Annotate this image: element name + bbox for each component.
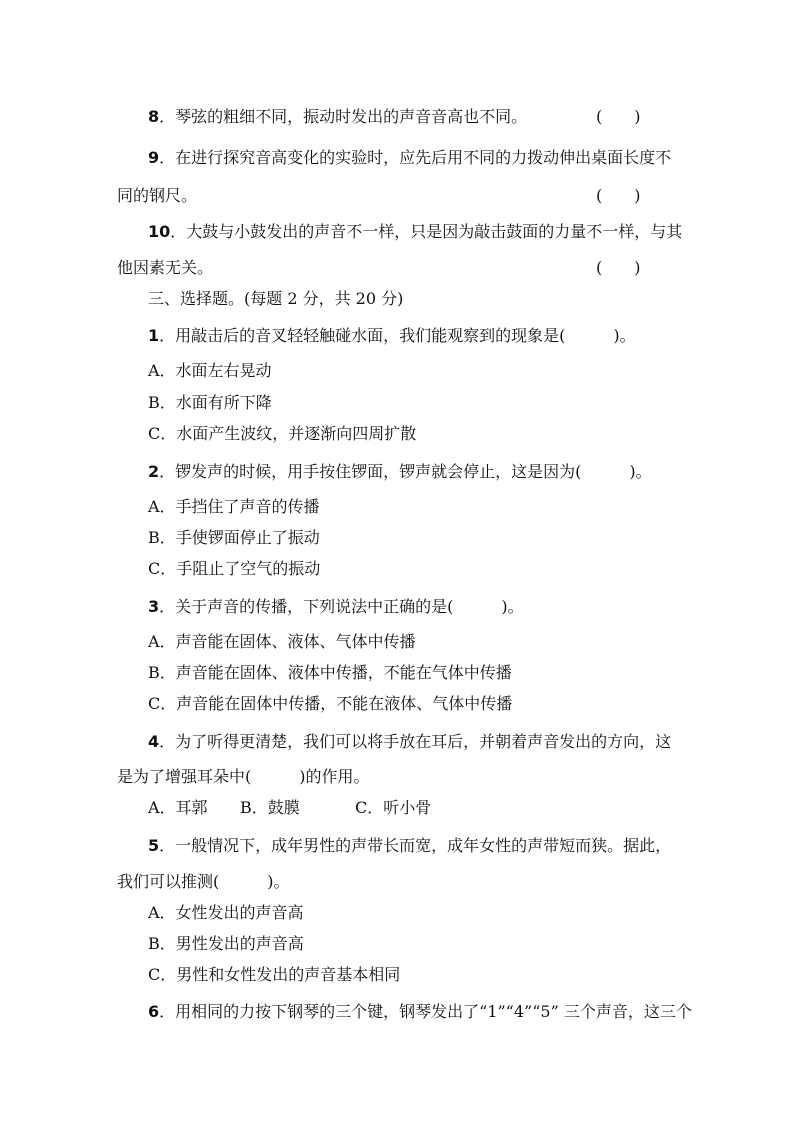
- question-text: ．关于声音的传播，下列说法中正确的是( )。: [159, 597, 524, 616]
- question-number: 3: [148, 597, 160, 616]
- choice-question-5-line2: 我们可以推测( )。: [117, 872, 290, 891]
- question-number: 2: [148, 462, 160, 481]
- option-c: C．手阻止了空气的振动: [148, 559, 321, 578]
- option-a: A．女性发出的声音高: [148, 903, 304, 922]
- question-text: ．一般情况下，成年男性的声带长而宽，成年女性的声带短而狭。据此，: [159, 836, 672, 855]
- option-a: A．水面左右晃动: [148, 361, 272, 380]
- option-c: C．水面产生波纹，并逐渐向四周扩散: [148, 424, 417, 443]
- choice-question-2: [148, 460, 652, 484]
- option-b: B．水面有所下降: [148, 393, 272, 412]
- question-text: ．在进行探究音高变化的实验时，应先后用不同的力拨动伸出桌面长度不: [159, 148, 672, 167]
- question-number: 5: [148, 836, 160, 855]
- question-number: 10: [148, 222, 171, 241]
- option-a: A．手挡住了声音的传播: [148, 497, 320, 516]
- option-b: B．鼓膜: [240, 798, 300, 817]
- question-text: ．用敲击后的音叉轻轻触碰水面，我们能观察到的现象是( )。: [159, 326, 636, 345]
- answer-paren: ( ): [596, 107, 641, 126]
- question-10-line2: 他因素无关。: [117, 258, 214, 277]
- question-text: ．锣发声的时候，用手按住锣面，锣声就会停止，这是因为( )。: [159, 462, 652, 481]
- option-c: C．声音能在固体中传播，不能在液体、气体中传播: [148, 694, 513, 713]
- question-number: 9: [148, 148, 160, 167]
- options-row: [148, 796, 431, 820]
- choice-question-4: [148, 730, 671, 754]
- option-b: B．男性发出的声音高: [148, 934, 304, 953]
- question-9-line2: 同的钢尺。: [117, 186, 198, 205]
- option-b: B．声音能在固体、液体中传播，不能在气体中传播: [148, 663, 512, 682]
- choice-question-5: [148, 834, 671, 858]
- choice-question-1: [148, 324, 636, 348]
- question-text: ．琴弦的粗细不同，振动时发出的声音音高也不同。: [159, 107, 528, 126]
- answer-paren: ( ): [596, 258, 641, 277]
- question-10: [148, 220, 682, 244]
- option-c: C．男性和女性发出的声音基本相同: [148, 965, 401, 984]
- choice-question-6: [148, 1000, 692, 1024]
- choice-question-3: [148, 595, 524, 619]
- option-c: C．听小骨: [355, 798, 432, 817]
- choice-question-4-line2: 是为了增强耳朵中( )的作用。: [117, 767, 370, 786]
- question-number: 4: [148, 732, 160, 751]
- question-number: 1: [148, 326, 160, 345]
- section-title: 三、选择题。(每题 2 分，共 20 分): [148, 289, 404, 308]
- option-a: A．声音能在固体、液体、气体中传播: [148, 632, 416, 651]
- question-text: ．用相同的力按下钢琴的三个键，钢琴发出了“1”“4”“5” 三个声音，这三个: [159, 1002, 692, 1021]
- question-text: ．为了听得更清楚，我们可以将手放在耳后，并朝着声音发出的方向，这: [159, 732, 672, 751]
- option-a: A．耳郭: [148, 798, 208, 817]
- question-number: 8: [148, 107, 160, 126]
- answer-paren: ( ): [596, 186, 641, 205]
- question-text: ．大鼓与小鼓发出的声音不一样，只是因为敲击鼓面的力量不一样，与其: [170, 222, 683, 241]
- question-8: [148, 105, 527, 129]
- question-9: [148, 146, 671, 170]
- question-number: 6: [148, 1002, 160, 1021]
- option-b: B．手使锣面停止了振动: [148, 528, 320, 547]
